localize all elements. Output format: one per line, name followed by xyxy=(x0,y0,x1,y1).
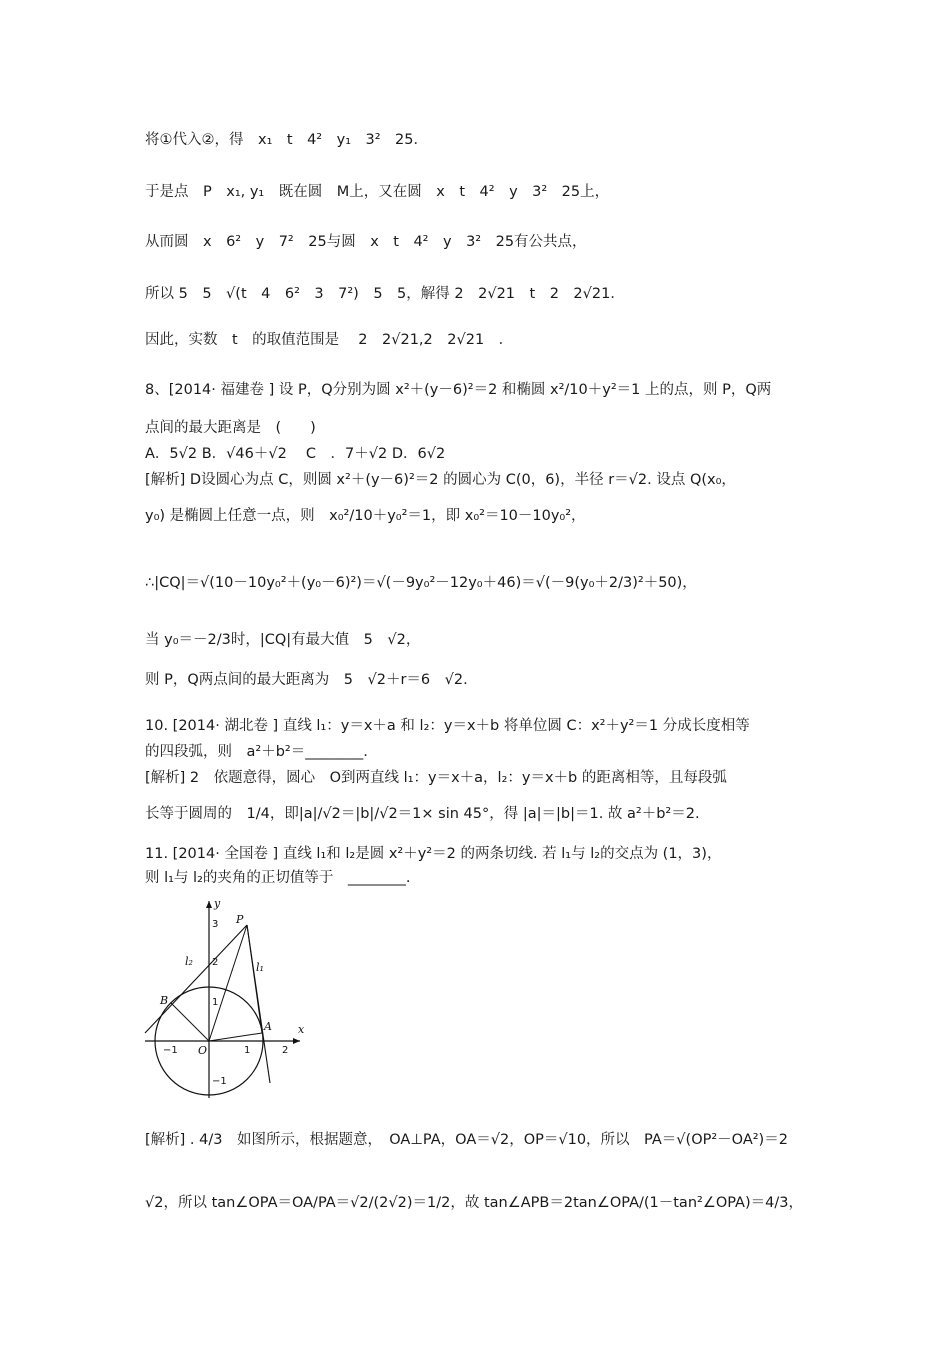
text-line: 长等于圆周的 1/4，即|a|/√2＝|b|/√2＝1× sin 45°，得 |a|＝|b|＝1. 故 a²＋b²＝2. xyxy=(145,806,700,822)
text-line: 于是点 P x₁, y₁ 既在圆 M上，又在圆 x t 4² y 3² 25上， xyxy=(145,184,610,200)
text-line: 当 y₀＝－2/3时，|CQ|有最大值 5 √2， xyxy=(145,632,421,648)
text-line: 将①代入②，得 x₁ t 4² y₁ 3² 25． xyxy=(145,132,428,148)
text-line: [解析] . 4/3 如图所示，根据题意， OA⊥PA，OA＝√2，OP＝√10，所以 PA＝√(OP²－OA²)＝2 xyxy=(145,1132,788,1148)
label-B: B xyxy=(160,994,169,1007)
segment-OP xyxy=(209,925,247,1041)
text-line: 因此，实数 t 的取值范围是 2 2√21,2 2√21 ． xyxy=(145,332,514,348)
text-line: 8、[2014· 福建卷 ] 设 P，Q分别为圆 x²＋(y－6)²＝2 和椭圆 x²/10＋y²＝1 上的点，则 P，Q两 xyxy=(145,382,772,398)
text-line: 则 P，Q两点间的最大距离为 5 √2＋r＝6 √2. xyxy=(145,672,468,688)
tick-x2: 2 xyxy=(282,1045,289,1056)
text-line: 所以 5 5 √(t 4 6² 3 7²) 5 5，解得 2 2√21 t 2 2√21． xyxy=(145,286,625,302)
y-axis-arrow xyxy=(206,901,212,908)
label-P: P xyxy=(236,913,244,926)
text-line: ∴|CQ|＝√(10－10y₀²＋(y₀－6)²)＝√(－9y₀²－12y₀＋46)＝√(－9(y₀＋2/3)²＋50)， xyxy=(145,575,697,591)
circle-tangent-diagram xyxy=(140,893,330,1103)
x-axis-arrow xyxy=(293,1038,300,1044)
label-O: O xyxy=(198,1044,208,1057)
label-A: A xyxy=(264,1020,272,1033)
text-line: y₀) 是椭圆上任意一点，则 x₀²/10＋y₀²＝1，即 x₀²＝10－10y₀²， xyxy=(145,508,586,524)
tick-y2: 2 xyxy=(212,957,219,968)
tick-yn1: −1 xyxy=(212,1076,227,1087)
segment-OA xyxy=(209,1033,262,1041)
text-line: 从而圆 x 6² y 7² 25与圆 x t 4² y 3² 25有公共点， xyxy=(145,234,587,250)
tick-x1: 1 xyxy=(244,1045,251,1056)
segment-PA-inner xyxy=(247,925,262,1033)
tick-xn1: −1 xyxy=(163,1045,178,1056)
text-line: √2，所以 tan∠OPA＝OA/PA＝√2/(2√2)＝1/2，故 tan∠APB＝2tan∠OPA/(1－tan²∠OPA)＝4/3， xyxy=(145,1195,803,1211)
text-line: 11. [2014· 全国卷 ] 直线 l₁和 l₂是圆 x²＋y²＝2 的两条切线. 若 l₁与 l₂的交点为 (1，3)， xyxy=(145,846,722,862)
tick-y3: 3 xyxy=(212,919,219,930)
tick-y1: 1 xyxy=(212,997,219,1008)
text-line: 的四段弧，则 a²＋b²＝________. xyxy=(145,744,368,760)
segment-OB xyxy=(171,1003,209,1041)
text-line: [解析] 2 依题意得，圆心 O到两直线 l₁：y＝x＋a，l₂：y＝x＋b 的距离相等，且每段弧 xyxy=(145,770,727,786)
tangent-l2 xyxy=(145,925,247,1033)
text-line: [解析] D设圆心为点 C，则圆 x²＋(y－6)²＝2 的圆心为 C(0，6)，半径 r＝√2. 设点 Q(x₀， xyxy=(145,472,736,488)
label-x: x xyxy=(298,1023,305,1036)
geometry-figure xyxy=(140,893,330,1103)
label-l2: l₂ xyxy=(185,955,193,968)
text-line: 点间的最大距离是 ( ) xyxy=(145,420,316,436)
text-line: A．5√2 B．√46＋√2 C ．7＋√2 D．6√2 xyxy=(145,446,446,462)
text-line: 则 l₁与 l₂的夹角的正切值等于 ________. xyxy=(145,870,411,886)
label-l1: l₁ xyxy=(256,961,264,974)
text-line: 10. [2014· 湖北卷 ] 直线 l₁：y＝x＋a 和 l₂：y＝x＋b 将单位圆 C：x²＋y²＝1 分成长度相等 xyxy=(145,718,750,734)
label-y: y xyxy=(214,897,221,910)
